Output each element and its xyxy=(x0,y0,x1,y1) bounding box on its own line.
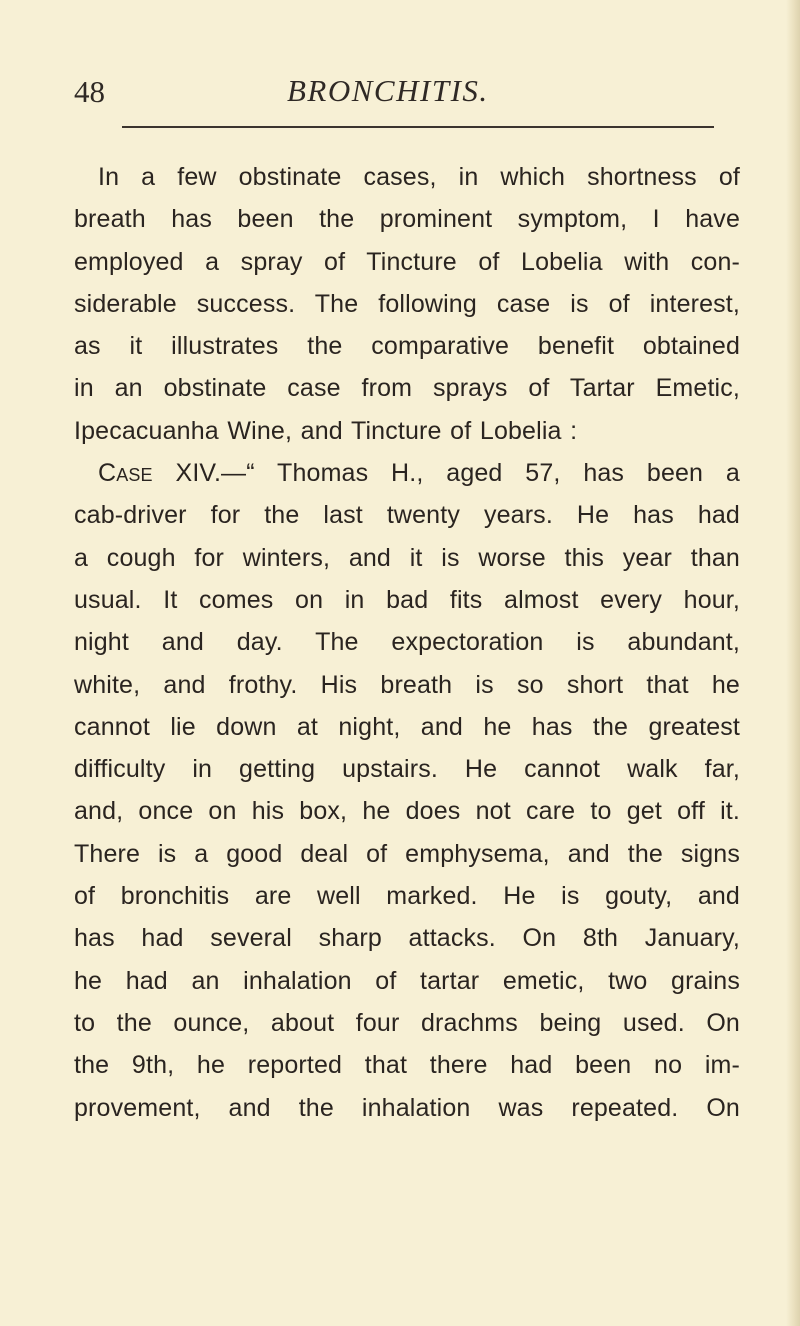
running-head: BRONCHITIS. xyxy=(287,73,489,108)
text-line: night and day. The expectoration is abundant, xyxy=(74,628,740,657)
text-line: In a few obstinate cases, in which shortness of xyxy=(98,163,740,191)
text-line: There is a good deal of emphysema, and the signs xyxy=(74,839,740,868)
text-line: difficulty in getting upstairs. He cannot walk far, xyxy=(74,755,740,784)
text-line: breath has been the prominent symptom, I have xyxy=(74,205,740,234)
body-text xyxy=(74,158,740,1131)
case-label: Case XIV. xyxy=(98,459,222,488)
text-line: siderable success. The following case is of interest, xyxy=(74,289,740,318)
case-first-line-text: —“ Thomas H., aged 57, has been a xyxy=(221,459,740,488)
text-line: to the ounce, about four drachms being used. On xyxy=(74,1008,740,1037)
text-line: cab-driver for the last twenty years. He has had xyxy=(74,501,740,530)
text-line: in an obstinate case from sprays of Tartar Emetic, xyxy=(74,374,740,403)
text-line: cannot lie down at night, and he has the greatest xyxy=(74,712,740,741)
paragraph-lobelia-intro xyxy=(74,158,740,454)
text-line: as it illustrates the comparative benefit obtained xyxy=(74,332,740,361)
case-first-line xyxy=(74,454,740,496)
header-rule xyxy=(122,126,714,128)
text-line: has had several sharp attacks. On 8th January, xyxy=(74,924,740,953)
text-line: employed a spray of Tincture of Lobelia with con- xyxy=(74,247,740,276)
text-line: a cough for winters, and it is worse this year than xyxy=(74,543,740,572)
text-line: the 9th, he reported that there had been no im- xyxy=(74,1051,740,1080)
page-number: 48 xyxy=(74,74,105,109)
text-line: of bronchitis are well marked. He is gouty, and xyxy=(74,882,740,911)
text-line: white, and frothy. His breath is so short that he xyxy=(74,670,740,699)
text-line: and, once on his box, he does not care to get off it. xyxy=(74,797,740,826)
text-line: usual. It comes on in bad fits almost every hour, xyxy=(74,585,740,614)
paragraph-case-xiv xyxy=(74,454,740,1131)
text-line: provement, and the inhalation was repeated. On xyxy=(74,1093,740,1122)
page-edge-shadow xyxy=(786,0,800,1326)
text-line: Ipecacuanha Wine, and Tincture of Lobelia : xyxy=(74,416,578,445)
text-line: he had an inhalation of tartar emetic, two grains xyxy=(74,966,740,995)
